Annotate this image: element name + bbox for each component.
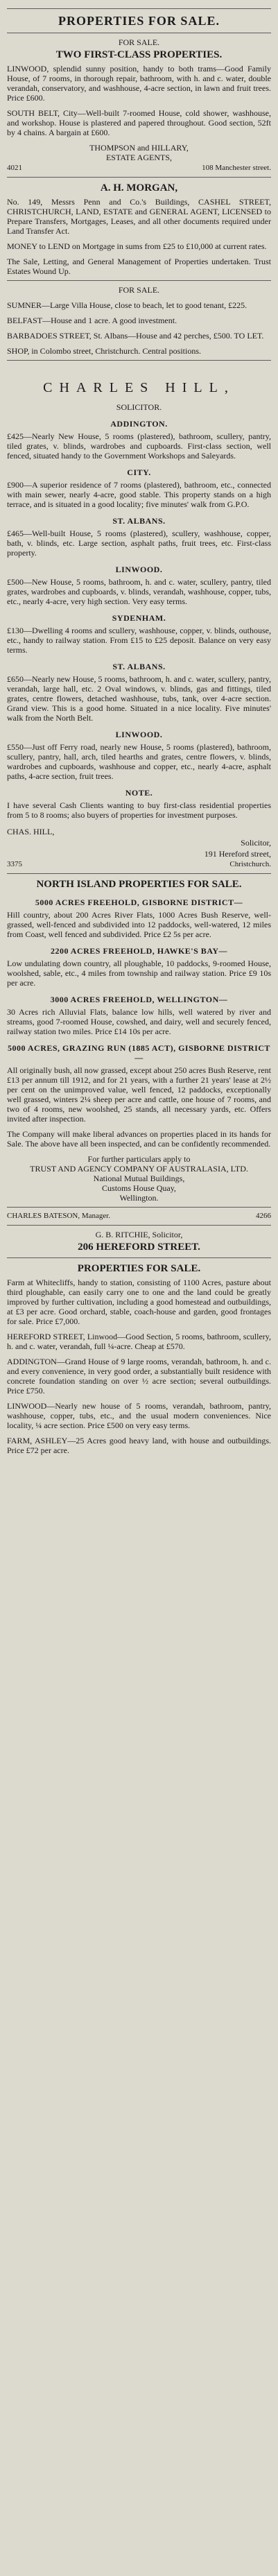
ad-ref-city: Christchurch. (229, 860, 271, 868)
divider (7, 360, 271, 361)
ad-paragraph: MONEY to LEND on Mortgage in sums from £25 to £10,000 at current rates. (7, 241, 267, 251)
property-text: FARM, ASHLEY—25 Acres good heavy land, with house and outbuildings. Price £72 per acre. (7, 1436, 271, 1455)
ad-sumner-belfast (7, 285, 271, 356)
charles-hill-role: SOLICITOR. (116, 402, 162, 412)
ad-paragraph: No. 149, Messrs Penn and Co.'s Buildings, CASHEL STREET, CHRISTCHURCH, LAND, ESTATE and GENERAL AGENT, LICENSED to Prepare Transfers, Mortgages, Leases, and all other documents required under Land Transfer Act. (7, 197, 271, 236)
property-heading: NOTE. (125, 788, 153, 798)
manager-line (7, 1212, 271, 1221)
manager-name: CHARLES BATESON, Manager. (7, 1212, 111, 1220)
ritchie-address: 206 HEREFORD STREET. (78, 1242, 200, 1253)
divider (7, 280, 271, 281)
property-text: HEREFORD STREET, Linwood—Good Section, 5 rooms, bathroom, scullery, h. and c. water, verandah, full ¼-acre. Cheap at £570. (7, 1332, 271, 1351)
property-text: £465—Well-built House, 5 rooms (plastered), scullery, washhouse, copper, bath, v. blinds, etc. Large section, asphalt paths, fruit trees, etc. First-class property. (7, 529, 271, 558)
ad-paragraph: SHOP, in Colombo street, Christchurch. Central positions. (7, 346, 201, 356)
ad-paragraph: The Sale, Letting, and General Management of Properties undertaken. Trust Estates Wound Up. (7, 257, 271, 276)
manager-ref: 4266 (256, 1212, 271, 1220)
signature-block (7, 849, 271, 859)
ad-charles-hill (7, 379, 271, 869)
ad-paragraph: BELFAST—House and 1 acre. A good investment. (7, 316, 177, 325)
divider (7, 1257, 271, 1258)
signature-role: Solicitor, (241, 838, 271, 848)
north-island-text: TRUST AND AGENCY COMPANY OF AUSTRALASIA, LTD. (30, 1164, 248, 1174)
ad-ref-address: 108 Manchester street. (202, 164, 271, 172)
north-island-header: NORTH ISLAND PROPERTIES FOR SALE. (36, 879, 242, 890)
section-header: PROPERTIES FOR SALE. (58, 14, 220, 28)
property-heading: CITY. (127, 467, 151, 477)
property-text: I have several Cash Clients wanting to buy first-class residential properties from 5 to 8 rooms; also buyers of properties for investment purposes. (7, 800, 271, 820)
ad-ref (7, 164, 271, 173)
property-text: £650—Nearly new House, 5 rooms, bathroom, h. and c. water, scullery, pantry, verandah, large hall, etc. 2 Oval windows, v. blinds, gas and fittings, tiled grates, centre flowers, detached washhouse, tubs, tank, over 4-acre section. Grand view. This is a good home. Situated in a nice locality. Five minutes' walk from the North Belt. (7, 674, 271, 723)
north-island-text: Wellington. (119, 1193, 159, 1203)
ad-paragraph: SUMNER—Large Villa House, close to beach, let to good tenant, £225. (7, 300, 247, 310)
signature-line: THOMPSON and HILLARY, (89, 143, 189, 153)
north-island-text: National Mutual Buildings, (93, 1174, 185, 1183)
north-island-text: The Company will make liberal advances on properties placed in its hands for Sale. The above have all been inspected, and can be confidently recommended. (7, 1129, 271, 1149)
divider (7, 873, 271, 874)
property-heading: ST. ALBANS. (112, 662, 166, 671)
property-heading: LINWOOD. (115, 565, 163, 574)
ritchie-name: G. B. RITCHIE, Solicitor, (95, 1230, 183, 1239)
property-text: £425—Nearly New House, 5 rooms (plastered), bathroom, scullery, pantry, tiled grates, v. blinds, wardrobes and cupboards. First-class section, well fenced, situated handy to the Government Workshops and Saleyards. (7, 431, 271, 461)
ad-label: FOR SALE. (118, 37, 160, 47)
property-text: Farm at Whitecliffs, handy to station, consisting of 1100 Acres, pasture about third ploughable, can easily carry one to one and the land could be greatly improved by further cultivation, including a good homestead and outbuildings, at £3 per acre. Good orchard, stable, coach-house and garden, good frontages for sale. Price £7,000. (7, 1278, 271, 1326)
signature-address: 191 Hereford street, (204, 849, 271, 859)
north-island-subheader: 5000 ACRES FREEHOLD, GISBORNE DISTRICT— (35, 898, 243, 907)
property-heading: LINWOOD. (115, 730, 163, 739)
ad-label: FOR SALE. (118, 285, 160, 295)
divider (7, 1207, 271, 1208)
classified-column (7, 4, 271, 1455)
ad-thompson-hillary (7, 37, 271, 173)
north-island-text: For further particulars apply to (87, 1154, 191, 1164)
ad-properties (7, 1262, 271, 1455)
north-island-subheader: 2200 ACRES FREEHOLD, HAWKE'S BAY— (50, 946, 228, 956)
property-text: £500—New House, 5 rooms, bathroom, h. and c. water, scullery, pantry, tiled grates, wardrobes and cupboards, v. blinds, verandah, washhouse, copper, tubs, etc., nearly 4-acre, very high section. Very easy terms. (7, 577, 271, 606)
ad-paragraph: BARBADOES STREET, St. Albans—House and 42 perches, £500. TO LET. (7, 331, 264, 341)
north-island-text: Hill country, about 200 Acres River Flats, 1000 Acres Bush Reserve, well-grassed, well-fenced and subdivided into 12 paddocks, well-watered, 12 miles from Coast, well fenced and subdivided. Price £2 5s per acre. (7, 910, 271, 939)
property-text: £900—A superior residence of 7 rooms (plastered), bathroom, etc., connected with main sewer, nearly 4-acre, good stable. This property stands on a high terrace, and is situated in a good locality; five minutes' walk from G.P.O. (7, 480, 271, 509)
divider (7, 1225, 271, 1226)
signature-block (7, 827, 271, 836)
ad-paragraph: SOUTH BELT, City—Well-built 7-roomed House, cold shower, washhouse, and workshop. House is plastered and papered throughout. Good section, 52ft by 4 chains. A bargain at £600. (7, 108, 271, 137)
north-island-subheader: 5000 ACRES, GRAZING RUN (1885 ACT), GISBORNE DISTRICT— (8, 1043, 270, 1063)
divider (7, 177, 271, 178)
signature-line: ESTATE AGENTS, (105, 153, 173, 162)
ad-ritchie (7, 1230, 271, 1253)
ad-title: A. H. MORGAN, (100, 182, 178, 194)
property-text: LINWOOD—Nearly new house of 5 rooms, verandah, bathroom, pantry, washhouse, copper, tubs, etc., and the usual modern conveniences. Nice locality, ¼ acre section. Price £500 on very easy terms. (7, 1401, 271, 1430)
top-rule (7, 8, 271, 9)
property-text: £550—Just off Ferry road, nearly new House, 5 rooms (plastered), bathroom, scullery, pantry, hall, arch, tiled hearths and grates, centre flowers, v. blinds, wardrobes and cupboards, washhouse and copper, etc., nearly 4-acre, asphalt paths, 4-acre section, fruit trees. (7, 742, 271, 781)
north-island-text: 30 Acres rich Alluvial Flats, balance low hills, well watered by river and streams, good 7-roomed House, cowshed, and dairy, well and securely fenced, railway station two miles. Price £14 10s per acre. (7, 1007, 271, 1036)
property-heading: ST. ALBANS. (112, 516, 166, 526)
properties-header: PROPERTIES FOR SALE. (77, 1263, 201, 1274)
ad-paragraph: LINWOOD, splendid sunny position, handy to both trams—Good Family House, of 7 rooms, in thorough repair, bathroom, with h. and c. water, double verandah, conservatory, and washhouse, 4-acre section, in lawn and fruit trees. Price £600. (7, 64, 271, 103)
property-heading: SYDENHAM. (112, 613, 166, 623)
property-heading: ADDINGTON. (110, 419, 168, 429)
north-island-text: Customs House Quay, (102, 1183, 176, 1193)
property-text: £130—Dwelling 4 rooms and scullery, washhouse, copper, v. blinds, outhouse, etc., handy to railway station. From £15 to £25 deposit. Balance on very easy terms. (7, 626, 271, 655)
ad-morgan (7, 182, 271, 276)
ad-ref (7, 860, 271, 869)
ad-north-island (7, 878, 271, 1221)
ad-ref-number: 4021 (7, 164, 22, 172)
charles-hill-name: CHARLES HILL, (43, 380, 235, 395)
signature-name: CHAS. HILL, (7, 827, 55, 836)
signature-block (7, 838, 271, 848)
property-text: ADDINGTON—Grand House of 9 large rooms, verandah, bathroom, h. and c. and every convenience, in very good order, a substantially built residence with concrete foundation standing on over ½ acre section; several outbuildings. Price £750. (7, 1357, 271, 1396)
ad-title: TWO FIRST-CLASS PROPERTIES. (55, 49, 223, 60)
ad-ref-number: 3375 (7, 860, 22, 868)
north-island-subheader: 3000 ACRES FREEHOLD, WELLINGTON— (50, 995, 228, 1004)
north-island-text: All originally bush, all now grassed, except about 250 acres Bush Reserve, rent £13 per annum till 1912, and for 21 years, with a further 21 years' lease at 2½ per cent on the unimproved value, well fenced, 12 paddocks, exceptionally well grassed, winters 2¼ sheep per acre and cattle, one house of 7 rooms, and two of 4 rooms, new woolshed, 25 stands, all necessary yards, etc. Offers invited after inspection. (7, 1065, 271, 1124)
north-island-text: Low undulating down country, all ploughable, 10 paddocks, 9-roomed House, woolshed, sable, etc., 4 miles from township and railway station. Price £9 10s per acre. (7, 959, 271, 988)
